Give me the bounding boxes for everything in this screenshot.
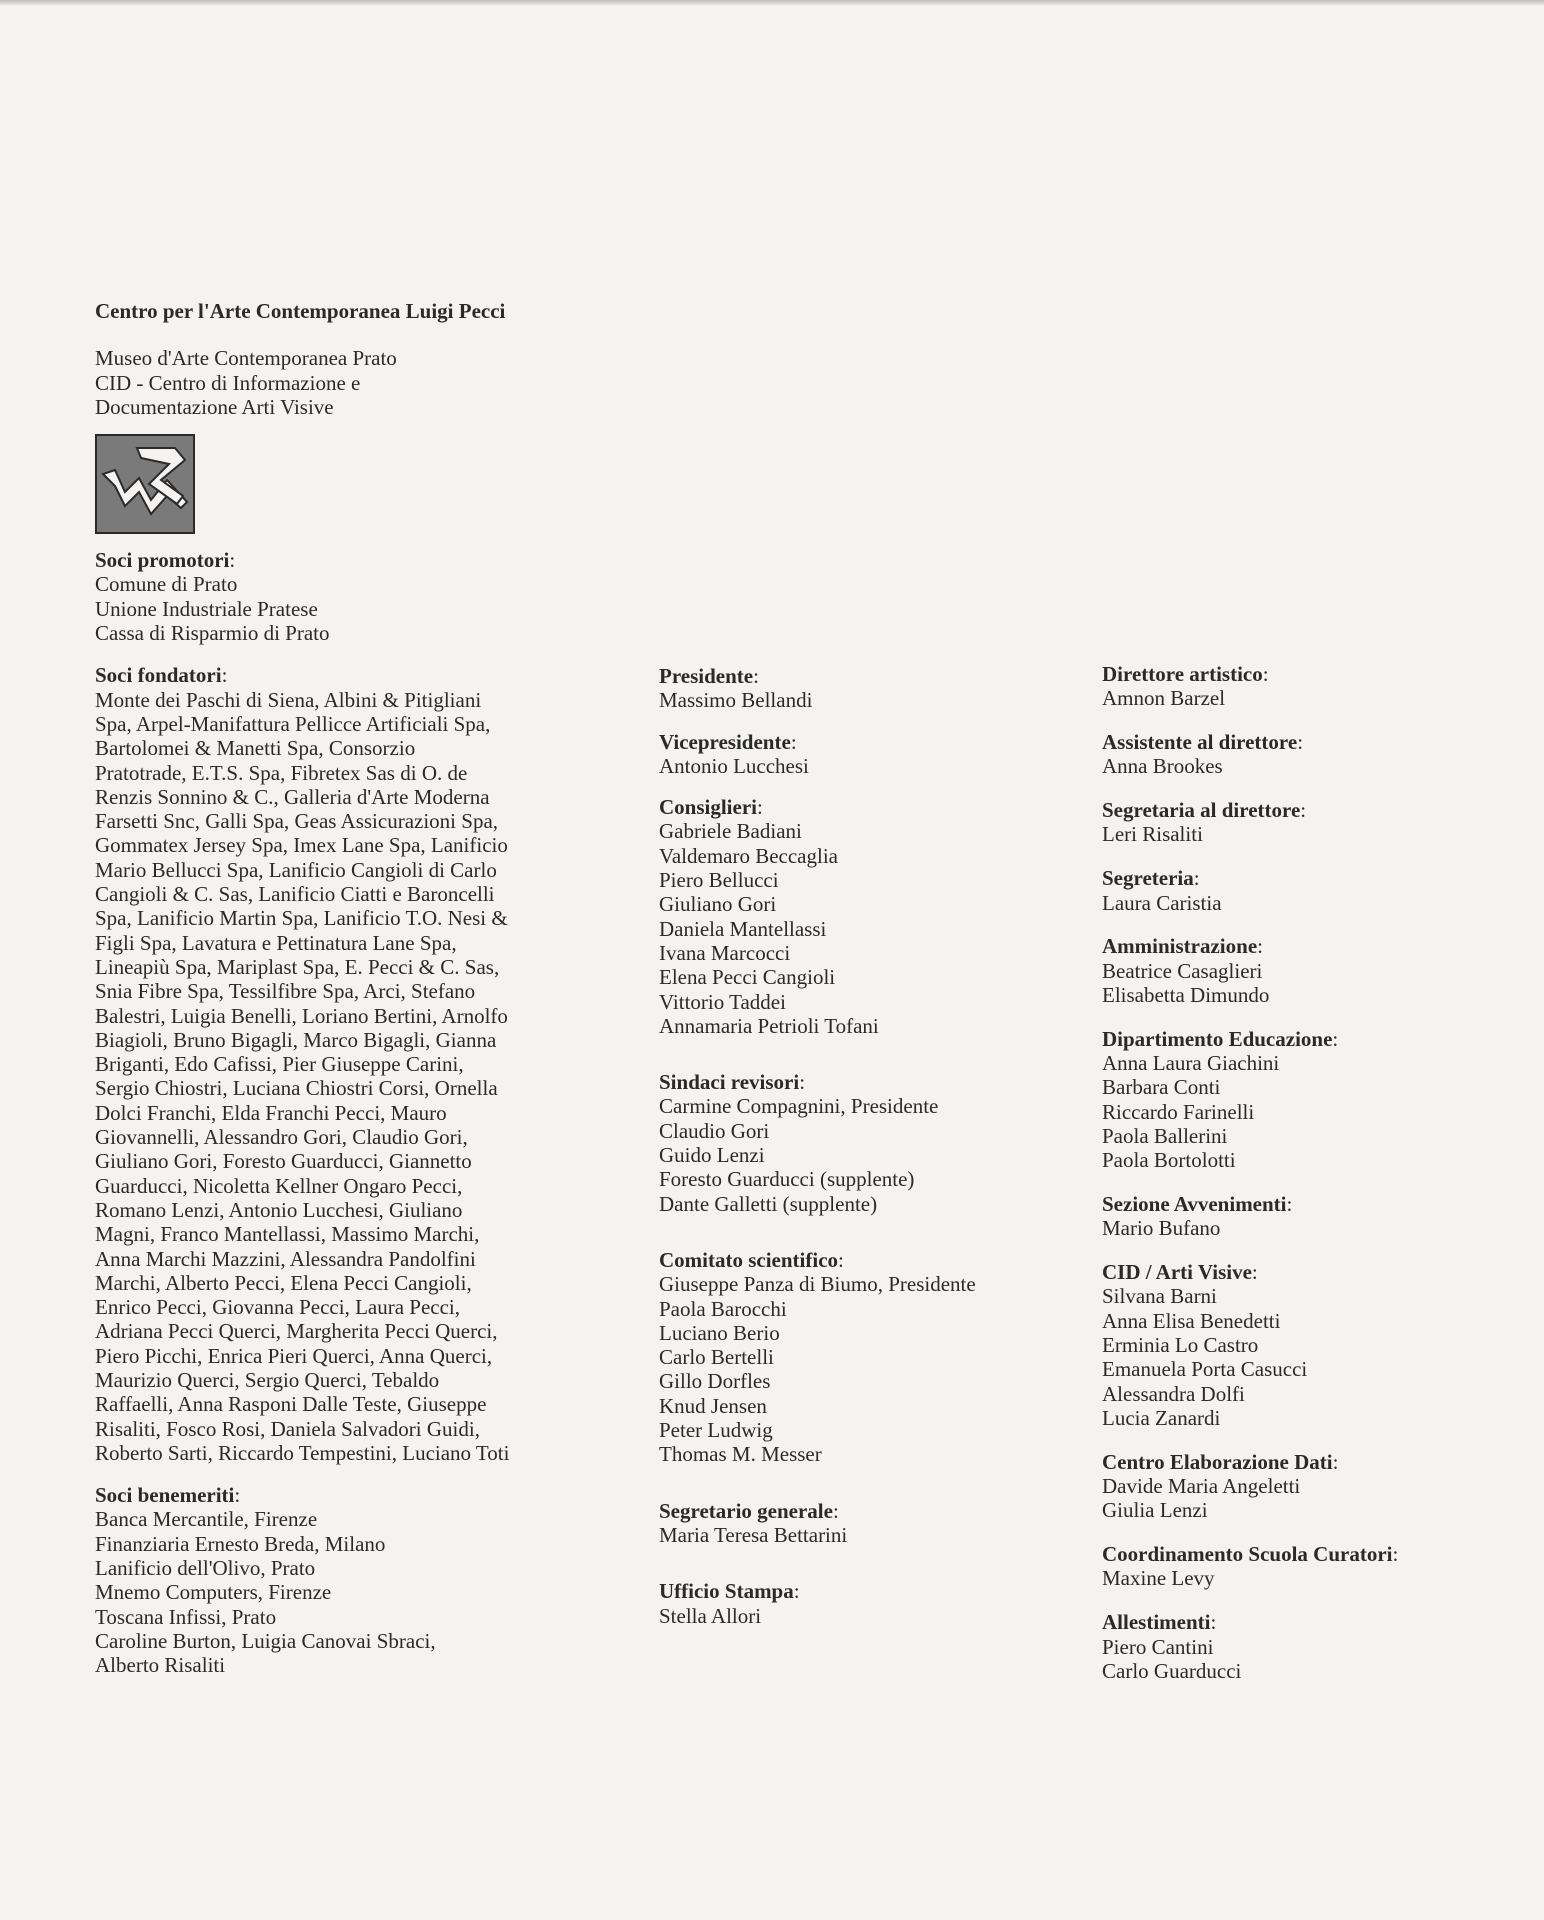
heading-colon: : (1332, 1449, 1339, 1474)
section-line: Emanuela Porta Casucci (1102, 1357, 1308, 1382)
section-block (659, 730, 1059, 779)
page-top-edge (0, 0, 1544, 6)
section-line: Anna Elisa Benedetti (1102, 1308, 1281, 1333)
section-line: Laura Caristia (1102, 890, 1222, 915)
section-line: Raffaelli, Anna Rasponi Dalle Teste, Giuseppe (95, 1392, 487, 1417)
section-block (95, 548, 565, 645)
section-heading-label: Coordinamento Scuola Curatori (1102, 1542, 1393, 1567)
section-line: Giuliano Gori (659, 892, 777, 917)
section-heading-label: Soci fondatori (95, 663, 222, 688)
section-line: Marchi, Alberto Pecci, Elena Pecci Cangioli, (95, 1270, 472, 1295)
section-heading-label: Soci benemeriti (95, 1483, 235, 1508)
section-heading-label: Allestimenti (1102, 1610, 1211, 1635)
section-line: Balestri, Luigia Benelli, Loriano Bertini, Arnolfo (95, 1003, 508, 1028)
section-heading (95, 1483, 565, 1507)
section-heading (659, 795, 1059, 819)
section-line: Lineapiù Spa, Mariplast Spa, E. Pecci & C. Sas, (95, 954, 500, 979)
section-line: Erminia Lo Castro (1102, 1333, 1259, 1358)
section-block (659, 1248, 1059, 1467)
section-block (95, 663, 565, 1465)
section-line: Foresto Guarducci (supplente) (659, 1167, 915, 1192)
heading-colon: : (799, 1070, 806, 1095)
section-line: Briganti, Edo Cafissi, Pier Giuseppe Carini, (95, 1052, 464, 1077)
section-line: Mnemo Computers, Firenze (95, 1580, 332, 1605)
section-block (1102, 798, 1522, 847)
section-block (1102, 662, 1522, 711)
section-line: Cassa di Risparmio di Prato (95, 621, 330, 646)
section-line: Mario Bellucci Spa, Lanificio Cangioli di Carlo (95, 857, 497, 882)
section-block (1102, 1260, 1522, 1430)
section-line: Guido Lenzi (659, 1143, 765, 1168)
middle-column (659, 664, 1059, 1645)
heading-colon: : (1257, 934, 1263, 959)
organization-lines (95, 346, 565, 419)
heading-colon: : (1262, 662, 1269, 686)
left-sections (95, 548, 565, 1677)
section-line: Comune di Prato (95, 572, 238, 597)
section-line: Vittorio Taddei (659, 989, 786, 1014)
heading-colon: : (229, 548, 236, 573)
section-heading (95, 548, 565, 572)
section-heading (659, 1579, 1059, 1603)
section-line: Biagioli, Bruno Bigagli, Marco Bigagli, Gianna (95, 1027, 497, 1052)
section-line: Bartolomei & Manetti Spa, Consorzio (95, 736, 416, 761)
section-line: Claudio Gori (659, 1118, 770, 1143)
section-line: Carlo Guarducci (1102, 1658, 1242, 1683)
section-line: Elena Pecci Cangioli (659, 965, 836, 990)
section-line: Giovannelli, Alessandro Gori, Claudio Gori, (95, 1125, 468, 1150)
section-heading-label: Dipartimento Educazione (1102, 1026, 1333, 1051)
section-heading-label: Vicepresidente (659, 729, 791, 754)
section-heading-label: Ufficio Stampa (659, 1579, 794, 1604)
section-heading (1102, 1027, 1522, 1051)
section-line: Amnon Barzel (1102, 686, 1226, 711)
section-line: Antonio Lucchesi (659, 753, 809, 778)
section-heading (1102, 1260, 1522, 1284)
section-block (659, 664, 1059, 713)
section-line: Giulia Lenzi (1102, 1498, 1208, 1523)
section-line: Gabriele Badiani (659, 819, 802, 844)
section-heading (659, 1248, 1059, 1272)
section-heading-label: Centro Elaborazione Dati (1102, 1449, 1333, 1474)
section-line: Barbara Conti (1102, 1075, 1221, 1100)
heading-colon: : (1297, 730, 1304, 755)
centro-pecci-logo-icon (95, 434, 195, 534)
section-heading-label: Sindaci revisori (659, 1070, 800, 1095)
org-line: Museo d'Arte Contemporanea Prato (95, 346, 397, 371)
section-line: Finanziaria Ernesto Breda, Milano (95, 1531, 386, 1556)
section-line: Anna Marchi Mazzini, Alessandra Pandolfini (95, 1246, 476, 1271)
section-heading-label: Consiglieri (659, 795, 757, 820)
section-heading-label: Amministrazione (1102, 934, 1258, 959)
heading-colon: : (1193, 866, 1200, 891)
heading-colon: : (234, 1483, 241, 1508)
section-line: Leri Risaliti (1102, 822, 1203, 847)
heading-colon: : (221, 663, 228, 688)
heading-colon: : (838, 1247, 844, 1272)
section-heading-label: Presidente (659, 664, 754, 688)
section-block (1102, 934, 1522, 1007)
heading-colon: : (757, 795, 763, 820)
section-line: Lanificio dell'Olivo, Prato (95, 1556, 316, 1581)
section-line: Risaliti, Fosco Rosi, Daniela Salvadori Guidi, (95, 1416, 480, 1441)
section-line: Paola Barocchi (659, 1296, 787, 1321)
section-heading (1102, 866, 1522, 890)
section-block (1102, 1542, 1522, 1591)
section-line: Valdemaro Beccaglia (659, 843, 838, 868)
section-heading-label: Segretario generale (659, 1498, 833, 1523)
section-line: Enrico Pecci, Giovanna Pecci, Laura Pecci, (95, 1295, 461, 1320)
section-heading (1102, 1450, 1522, 1474)
section-line: Piero Cantini (1102, 1634, 1214, 1659)
section-line: Figli Spa, Lavatura e Pettinatura Lane Spa, (95, 930, 457, 955)
heading-colon: : (1332, 1026, 1339, 1051)
section-heading (1102, 730, 1522, 754)
heading-colon: : (753, 664, 759, 688)
section-heading-label: Assistente al direttore (1102, 730, 1298, 755)
section-heading (1102, 798, 1522, 822)
section-block (1102, 1192, 1522, 1241)
heading-colon: : (1300, 798, 1307, 823)
section-line: Giuliano Gori, Foresto Guarducci, Giannetto (95, 1149, 472, 1174)
section-line: Daniela Mantellassi (659, 916, 827, 941)
right-sections (1102, 662, 1522, 1683)
heading-colon: : (793, 1579, 800, 1604)
section-line: Thomas M. Messer (659, 1442, 822, 1467)
section-line: Mario Bufano (1102, 1216, 1221, 1241)
section-heading (1102, 1192, 1522, 1216)
section-line: Maxine Levy (1102, 1566, 1215, 1591)
section-line: Banca Mercantile, Firenze (95, 1507, 318, 1532)
section-line: Renzis Sonnino & C., Galleria d'Arte Moderna (95, 784, 490, 809)
section-heading (1102, 662, 1522, 686)
section-heading (659, 730, 1059, 754)
section-line: Maurizio Querci, Sergio Querci, Tebaldo (95, 1367, 440, 1392)
section-block (659, 1579, 1059, 1628)
section-block (1102, 1450, 1522, 1523)
section-block (95, 1483, 565, 1677)
section-block (659, 1070, 1059, 1216)
section-line: Carlo Bertelli (659, 1345, 774, 1370)
section-heading (1102, 1610, 1522, 1634)
heading-colon: : (1392, 1542, 1399, 1567)
section-line: Caroline Burton, Luigia Canovai Sbraci, (95, 1628, 436, 1653)
section-block (1102, 730, 1522, 779)
section-block (1102, 1027, 1522, 1173)
section-line: Monte dei Paschi di Siena, Albini & Pitigliani (95, 687, 482, 712)
section-heading (1102, 1542, 1522, 1566)
section-line: Luciano Berio (659, 1320, 780, 1345)
section-line: Ivana Marcocci (659, 940, 791, 965)
heading-colon: : (790, 729, 797, 754)
section-heading-label: CID / Arti Visive (1102, 1260, 1252, 1285)
section-line: Stella Allori (659, 1603, 762, 1628)
section-line: Roberto Sarti, Riccardo Tempestini, Luciano Toti (95, 1440, 510, 1465)
section-line: Massimo Bellandi (659, 688, 813, 713)
section-heading (659, 1499, 1059, 1523)
section-heading (659, 664, 1059, 688)
section-line: Knud Jensen (659, 1393, 767, 1418)
section-line: Romano Lenzi, Antonio Lucchesi, Giuliano (95, 1197, 463, 1222)
section-heading-label: Segretaria al direttore (1102, 798, 1301, 823)
section-line: Cangioli & C. Sas, Lanificio Ciatti e Baroncelli (95, 882, 495, 907)
section-heading-label: Soci promotori (95, 548, 230, 573)
section-line: Farsetti Snc, Galli Spa, Geas Assicurazioni Spa, (95, 809, 499, 834)
section-heading-label: Direttore artistico (1102, 662, 1263, 686)
section-line: Alberto Risaliti (95, 1653, 226, 1678)
org-line: CID - Centro di Informazione e (95, 370, 361, 395)
section-line: Piero Bellucci (659, 868, 779, 893)
section-line: Carmine Compagnini, Presidente (659, 1094, 939, 1119)
page-title: Centro per l'Arte Contemporanea Luigi Pecci (95, 299, 506, 323)
section-line: Toscana Infissi, Prato (95, 1604, 277, 1629)
section-line: Dante Galletti (supplente) (659, 1191, 878, 1216)
section-line: Beatrice Casaglieri (1102, 958, 1263, 983)
section-line: Adriana Pecci Querci, Margherita Pecci Querci, (95, 1319, 498, 1344)
section-block (1102, 866, 1522, 915)
heading-colon: : (1286, 1192, 1293, 1217)
section-heading-label: Comitato scientifico (659, 1247, 839, 1272)
section-line: Silvana Barni (1102, 1284, 1217, 1309)
section-line: Guarducci, Nicoletta Kellner Ongaro Pecci, (95, 1173, 463, 1198)
section-line: Elisabetta Dimundo (1102, 982, 1270, 1007)
heading-colon: : (832, 1498, 839, 1523)
section-line: Anna Brookes (1102, 754, 1223, 779)
right-column (1102, 662, 1522, 1703)
section-line: Magni, Franco Mantellassi, Massimo Marchi, (95, 1222, 480, 1247)
left-column (95, 299, 565, 1696)
section-line: Pratotrade, E.T.S. Spa, Fibretex Sas di O. de (95, 760, 468, 785)
section-line: Gillo Dorfles (659, 1369, 771, 1394)
section-line: Annamaria Petrioli Tofani (659, 1013, 879, 1038)
section-line: Lucia Zanardi (1102, 1405, 1221, 1430)
section-block (659, 795, 1059, 1038)
section-line: Giuseppe Panza di Biumo, Presidente (659, 1272, 976, 1297)
section-line: Alessandra Dolfi (1102, 1381, 1245, 1406)
section-block (1102, 1610, 1522, 1683)
section-heading (95, 663, 565, 687)
section-heading (659, 1070, 1059, 1094)
section-block (659, 1499, 1059, 1548)
section-line: Unione Industriale Pratese (95, 596, 318, 621)
section-line: Piero Picchi, Enrica Pieri Querci, Anna Querci, (95, 1343, 493, 1368)
section-line: Paola Ballerini (1102, 1123, 1228, 1148)
heading-colon: : (1210, 1610, 1217, 1635)
section-line: Peter Ludwig (659, 1418, 773, 1443)
section-line: Maria Teresa Bettarini (659, 1522, 848, 1547)
section-line: Anna Laura Giachini (1102, 1051, 1280, 1076)
section-line: Davide Maria Angeletti (1102, 1474, 1301, 1499)
middle-sections (659, 664, 1059, 1628)
section-line: Paola Bortolotti (1102, 1148, 1236, 1173)
section-line: Sergio Chiostri, Luciana Chiostri Corsi, Ornella (95, 1076, 498, 1101)
section-heading (1102, 934, 1522, 958)
section-line: Riccardo Farinelli (1102, 1099, 1255, 1124)
section-line: Dolci Franchi, Elda Franchi Pecci, Mauro (95, 1100, 447, 1125)
section-line: Gommatex Jersey Spa, Imex Lane Spa, Lanificio (95, 833, 508, 858)
section-heading-label: Segreteria (1102, 866, 1194, 891)
section-heading-label: Sezione Avvenimenti (1102, 1192, 1287, 1217)
section-line: Spa, Lanificio Martin Spa, Lanificio T.O. Nesi & (95, 906, 508, 931)
section-line: Snia Fibre Spa, Tessilfibre Spa, Arci, Stefano (95, 979, 476, 1004)
org-line: Documentazione Arti Visive (95, 394, 334, 419)
heading-colon: : (1251, 1260, 1258, 1285)
section-line: Spa, Arpel-Manifattura Pellicce Artificiali Spa, (95, 711, 491, 736)
